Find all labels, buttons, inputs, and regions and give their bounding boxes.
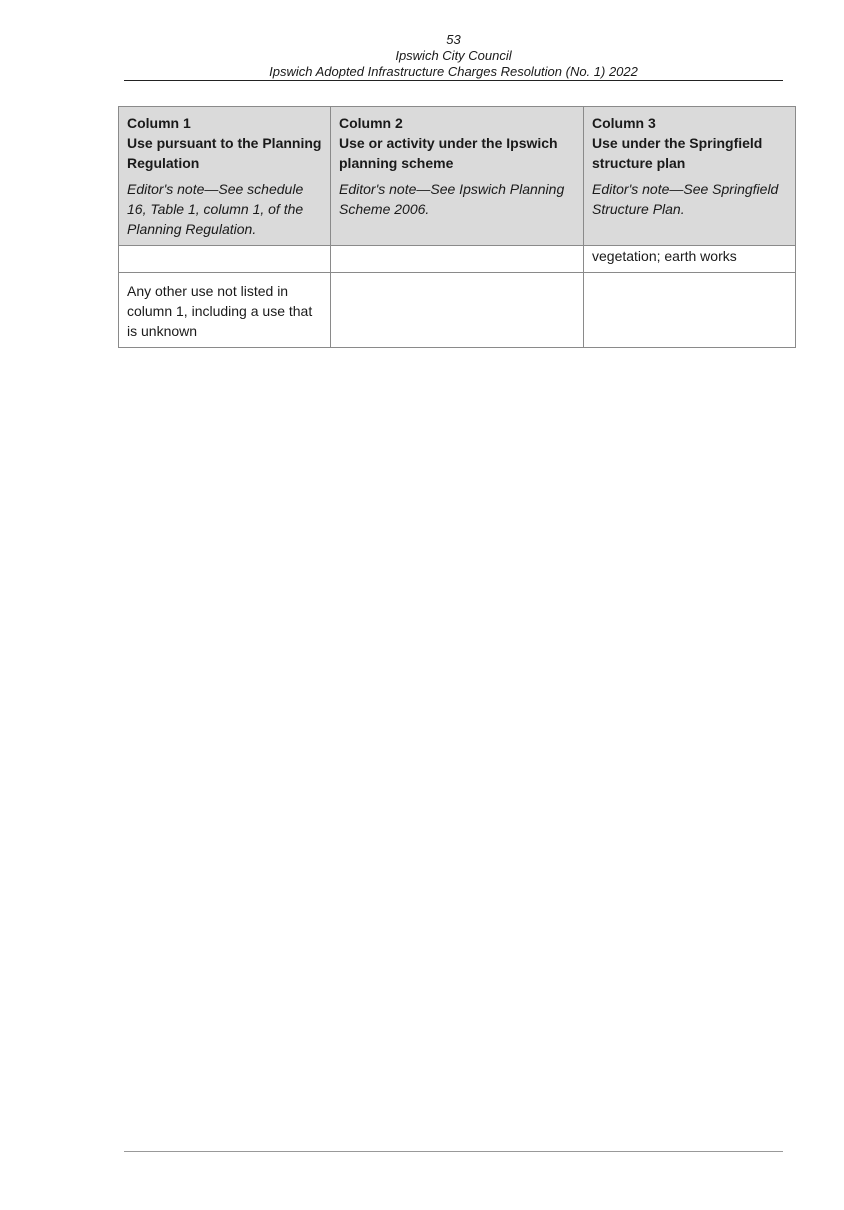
- table-cell: [331, 273, 584, 348]
- table-cell: vegetation; earth works: [584, 246, 796, 273]
- table-cell: [584, 273, 796, 348]
- schedule-table: [118, 106, 796, 348]
- editors-note: Editor's note—See Ipswich Planning Scheme 2006.: [339, 181, 565, 217]
- column-3-header: [584, 107, 796, 246]
- table-cell: [331, 246, 584, 273]
- document-title: Ipswich Adopted Infrastructure Charges Resolution (No. 1) 2022: [269, 64, 638, 79]
- table-cell: [119, 246, 331, 273]
- editors-note: Editor's note—See Springfield Structure Plan.: [592, 181, 779, 217]
- column-description: Use under the Springfield structure plan: [592, 135, 763, 171]
- header-rule: [124, 80, 783, 81]
- footer-rule: [124, 1151, 783, 1152]
- table-row: [119, 246, 796, 273]
- table-cell: Any other use not listed in column 1, including a use that is unknown: [119, 273, 331, 348]
- column-1-header: [119, 107, 331, 246]
- page-header: [124, 32, 783, 80]
- column-title: Column 1: [127, 115, 191, 131]
- page-number: 53: [446, 32, 461, 47]
- column-title: Column 3: [592, 115, 656, 131]
- table-header-row: [119, 107, 796, 246]
- column-2-header: [331, 107, 584, 246]
- column-description: Use or activity under the Ipswich planning scheme: [339, 135, 558, 171]
- table-row: [119, 273, 796, 348]
- organisation-name: Ipswich City Council: [395, 48, 512, 63]
- column-description: Use pursuant to the Planning Regulation: [127, 135, 322, 171]
- editors-note: Editor's note—See schedule 16, Table 1, column 1, of the Planning Regulation.: [127, 181, 304, 237]
- column-title: Column 2: [339, 115, 403, 131]
